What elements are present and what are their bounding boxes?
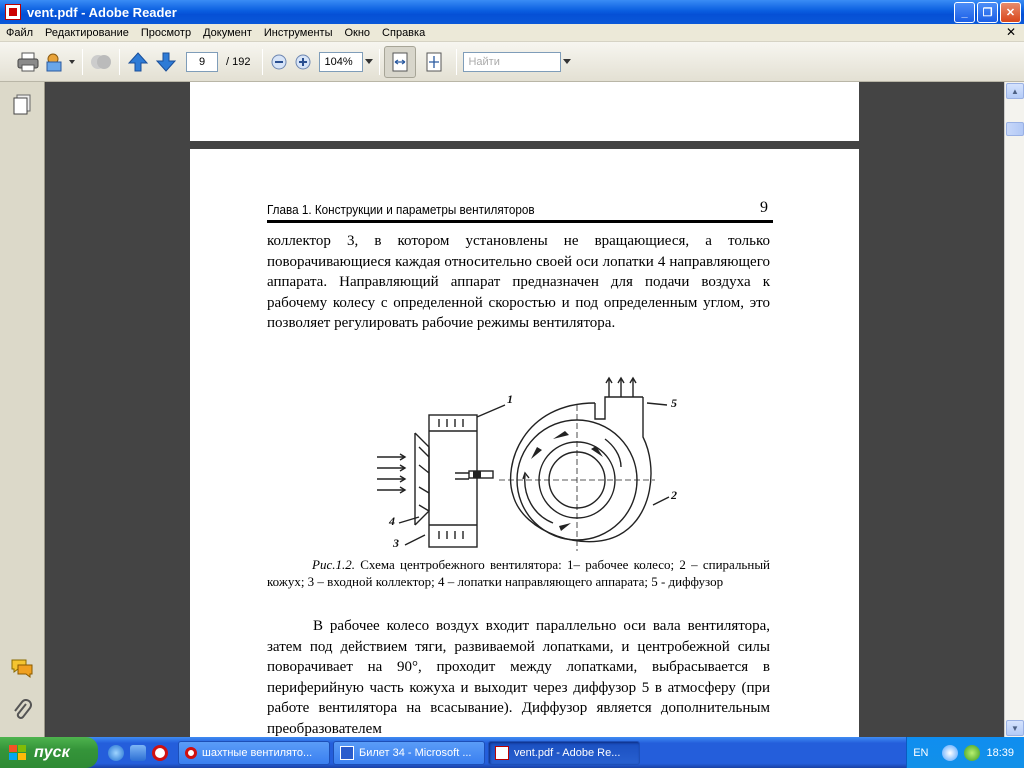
task-label: Билет 34 - Microsoft ... [359,746,472,759]
task-label: шахтные вентилято... [202,746,313,759]
minimize-button[interactable]: _ [954,2,975,23]
taskbar [0,737,1024,768]
current-page [190,149,859,737]
search-dropdown-icon[interactable] [561,52,573,72]
page-number: 9 [760,199,768,216]
fan-schematic-figure [373,375,683,551]
print-button[interactable] [14,48,42,76]
share-icon [43,51,77,73]
task-word[interactable] [333,741,485,765]
figure-label-3: 3 [393,536,399,550]
title-bar [0,0,1024,24]
word-icon [340,746,354,760]
running-header: Глава 1. Конструкции и параметры вентиляторов [267,202,535,217]
fit-page-button[interactable] [416,48,452,76]
page-total-label: / 192 [226,55,251,68]
zoom-in-icon [294,53,312,71]
start-label: пуск [34,743,70,761]
caption-label: Рис.1.2. [312,557,355,572]
collaborate-button[interactable] [87,48,115,76]
close-button[interactable]: ✕ [1000,2,1021,23]
figure-caption [267,556,770,590]
menu-window[interactable]: Окно [344,26,371,39]
menu-view[interactable]: Просмотр [140,26,192,39]
paragraph-1: коллектор 3, в котором установлены не вращающиеся, а только поворачивающиеся каждая относительно своей оси лопатки 4 направляющего аппарата. Направляющий аппарат предназначен для подачи воздуха к рабочему колесу с определенной скоростью и под определенным углом, это позволяет регулировать рабочие режимы вентилятора. [267,233,770,331]
internet-explorer-icon[interactable] [108,745,124,761]
arrow-down-icon [155,51,177,73]
menu-file[interactable]: Файл [6,26,34,39]
fit-width-icon [389,51,411,73]
windows-logo-icon [8,744,28,762]
zoom-out-icon [270,53,288,71]
printer-icon [16,51,40,73]
search-input[interactable]: Найти [463,52,561,72]
task-label: vent.pdf - Adobe Re... [514,746,621,759]
task-opera[interactable] [178,741,330,765]
start-button[interactable] [0,737,98,768]
zoom-dropdown-icon[interactable] [363,52,375,72]
toolbar [0,42,1024,82]
window-title: vent.pdf - Adobe Reader [27,4,177,20]
language-indicator[interactable]: EN [913,746,929,759]
menu-edit[interactable]: Редактирование [45,26,129,39]
figure-label-1: 1 [507,392,513,406]
pdf-icon [495,746,509,760]
quick-launch [108,745,168,761]
antivirus-icon[interactable] [964,745,980,761]
fit-page-icon [423,51,445,73]
zoom-in-button[interactable] [291,48,315,76]
caption-text: Схема центробежного вентилятора: 1– рабочее колесо; 2 – спиральный кожух; 3 – входной коллектор; 4 – лопатки направляющего аппарата; 5 - диффузор [267,557,771,589]
network-icon[interactable] [942,745,958,761]
system-tray [906,737,1024,768]
previous-page-button[interactable] [124,48,152,76]
vertical-scrollbar[interactable] [1004,82,1024,737]
scroll-thumb[interactable] [1006,122,1024,136]
navigation-sidebar [0,82,45,737]
attachments-panel-icon[interactable] [12,699,32,723]
paragraph-2: В рабочее колесо воздух входит параллельно оси вала вентилятора, затем под действием тяги, развиваемой лопатками, и центробежной силы поворачивает на 90°, проходит между лопатками, выбрасывается в периферийную часть кожуха и выходит через диффузор 5 в атмосферу (при работе вентилятора на всасывание). Диффузор является дополнительным преобразователем [267,618,770,737]
figure-label-4: 4 [389,514,395,528]
collaborate-icon [89,51,113,73]
zoom-level-input[interactable]: 104% [319,52,363,72]
comments-panel-icon[interactable] [10,657,34,679]
show-desktop-icon[interactable] [130,745,146,761]
share-button[interactable] [42,48,78,76]
clock: 18:39 [986,746,1014,759]
document-view[interactable] [46,82,1004,737]
figure-label-5: 5 [671,396,677,410]
zoom-out-button[interactable] [267,48,291,76]
pdf-app-icon [5,4,21,20]
arrow-up-icon [127,51,149,73]
previous-page [190,82,859,141]
menu-document[interactable]: Документ [203,26,252,39]
next-page-button[interactable] [152,48,180,76]
scroll-up-button[interactable]: ▲ [1006,83,1024,99]
menu-tools[interactable]: Инструменты [263,26,333,39]
fit-width-button[interactable] [384,46,416,78]
restore-button[interactable]: ❐ [977,2,998,23]
header-rule [267,220,773,223]
pages-panel-icon[interactable] [12,94,32,116]
opera-icon [185,747,197,759]
task-adobe-reader[interactable] [488,741,640,765]
figure-label-2: 2 [671,488,677,502]
menu-help[interactable]: Справка [382,26,426,39]
scroll-down-button[interactable]: ▼ [1006,720,1024,736]
menu-bar [0,24,1024,42]
document-close-icon[interactable]: ✕ [1005,25,1016,39]
opera-icon[interactable] [152,745,168,761]
page-number-input[interactable]: 9 [186,52,218,72]
